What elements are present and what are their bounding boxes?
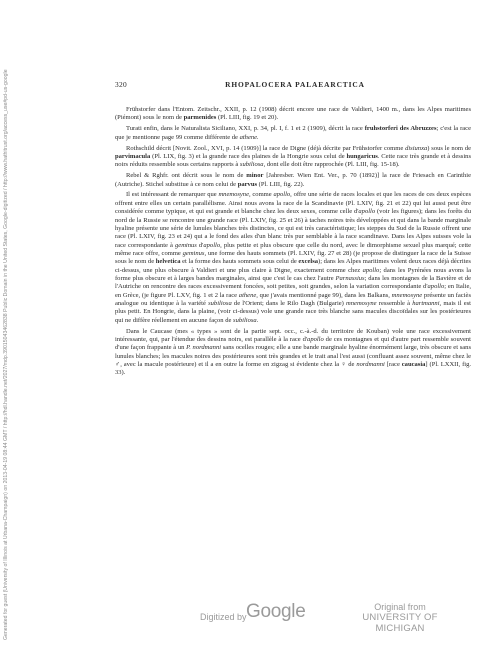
watermark-text: Generated for guest (University of Illinois at Urbana-Champaign) on 2013-04-19 08:44 GMT / http://hdl.handle.net/2027/mdp.39015043462838 Public Domain in the United States, Google-digitized / http://www.hathitrust.org/access_use#pd-us-google	[3, 69, 9, 640]
digitized-by-label: Digitized by	[200, 612, 247, 622]
page-header	[115, 80, 475, 92]
paragraph: Il est intéressant de remarquer que mnemosyne, comme apollo, offre une série de races locales et que les races de ces deux espèces offrent entre elles un certain parallélisme. Ainsi nous avons la race de la Scandinavie (Pl. LXIV, fig. 21 et 22) qui lui aussi peut être considérée comme typique, et qui est grande et blanche chez les deux sexes, comme celle d'apollo (voir les figures); dans les forêts du nord de la Russie se rencontre une grande race (Pl. LXIV, fig. 25 et 26) à taches noires très développées et qui dans la bande marginale hyaline présente une série de lunules blanches très distinctes, ce qui est très caractéristique; les steppes du Sud de la Russie offrent une race (Pl. LXIV, fig. 23 et 24) qui a le fond des ailes d'un blanc très pur semblable à la race scandinave. Dans les Alpes suisses vole la race correspondante à geminus d'apollo, plus petite et plus obscure que celle du nord, avec le dimorphisme sexuel plus marqué; cette même race offre, comme geminus, une forme des hauts sommets (Pl. LXIV, fig. 27 et 28) (je propose de distinguer la race de la Suisse sous le nom de helvetica et la forme des hauts sommets sous celui de excelsa); dans les Alpes maritimes volent deux races déjà décrites ci-dessus, une plus obscure à Valdieri et une plus claire à Digne, exactement comme chez apollo; dans les Pyrénées nous avons la forme plus obscure et à larges bandes marginales, ainsi que c'est le cas chez l'autre Parnassius; dans les montagnes de la Bavière et de l'Autriche on rencontre des races excessivement foncées, soit petites, soit grandes, selon la variation correspondante d'apollo; en Italie, en Grèce, (je figure Pl. LXV, fig. 1 et 2 la race athene, que j'avais mentionné page 99), dans les Balkans, mnemosyne présente un faciès analogue ou identique à la variété subiliosa de l'Orient; dans le Rilo Dagh (Bulgarie) mnemosyne ressemble à hartmanni, mais il est plus petit. En Hongrie, dans la plaine, (voir ci-dessus) vole une grande race très blanche sans macules discoïdales sur les postérieures qui ne diffère réellement en aucune façon de subiliosa.	[115, 191, 472, 324]
paragraph: Frühstorfer dans l'Entom. Zeitschr., XXII, p. 12 (1908) décrit encore une race de Valdieri, 1400 m., dans les Alpes maritimes (Piémont) sous le nom de parmenides (Pl. LIII, fig. 19 et 20).	[115, 106, 471, 122]
paragraph: Dans le Caucase (mes « types » sont de la partie sept. occ., c.-à.-d. du territoire de Kouban) vole une race excessivement intéressante, qui, par l'étendue des dessins noirs, est parallèle à la race d'apollo de ces montagnes et qui d'autre part ressemble souvent d'une façon frappante à un P. nordmanni sans ocelles rouges; elle a une bande marginale hyaline énormément large, très obscure et sans lunules blanches; les macules noires des postérieures sont très grandes et le trait anal l'est aussi (confluant assez souvent, même chez le ♂, avec la macule postérieure) et il a en outre la forme en zigzag si évidente chez la ♀ de nordmanni [race caucasia] (Pl. LXXII, fig. 33).	[115, 327, 472, 377]
original-from	[340, 602, 460, 634]
paragraph: Rebel & Rghfr. ont décrit sous le nom de minor [Jahresber. Wien Ent. Ver., p. 70 (1892)] la race de Friesach en Carinthie (Autriche). Stichel substitue à ce nom celui de parvus (Pl. LIII, fig. 22).	[115, 172, 471, 188]
side-watermark	[3, 69, 25, 640]
body-text	[115, 106, 471, 380]
page-number: 320	[115, 80, 127, 89]
paragraph: Turati enfin, dans le Naturalista Siciliano, XXI, p. 34, pl. I, f. 1 et 2 (1909), décrit la race fruhstorferi des Abruzzes; c'est la race que je mentionne page 99 comme différente de athene.	[115, 125, 471, 141]
google-logo: Google	[246, 601, 306, 622]
institution-name: UNIVERSITY OF MICHIGAN	[362, 612, 438, 634]
original-from-label: Original from	[374, 602, 426, 612]
paragraph: Rothschild décrit [Novit. Zool., XVI, p. 14 (1909)] la race de Digne (déjà décrite par Frühstorfer comme disiunxa) sous le nom de parvimacula (Pl. LIX, fig. 3) et la grande race des plaines de la Hongrie sous celui de hungaricus. Cette race très grande et à dessins noirs réduits ressemble sous certains rapports à subiliosa, dont elle doit être rapprochée (Pl. LIII, fig. 15-18).	[115, 144, 471, 169]
running-title: RHOPALOCERA PALAEARCTICA	[225, 80, 365, 89]
